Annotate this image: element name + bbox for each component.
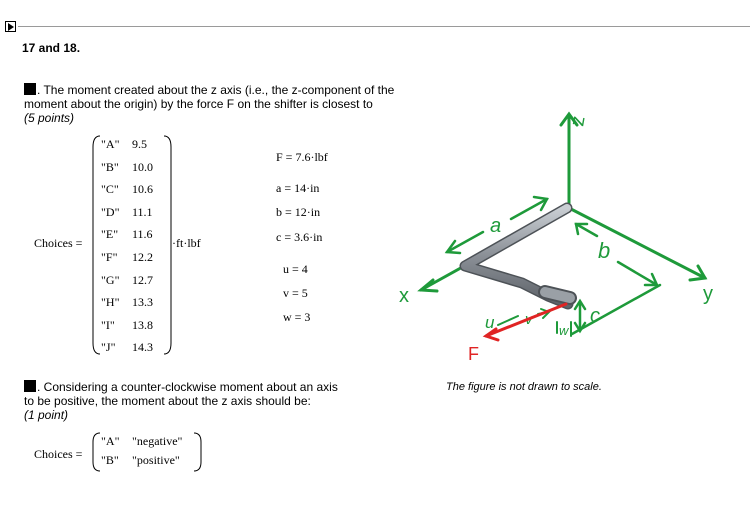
collapse-toggle-button[interactable] (5, 21, 16, 32)
choice-key: "B" (101, 453, 119, 467)
choice-key: "A" (101, 137, 120, 151)
choices-label-18: Choices = (34, 447, 83, 461)
dimension-c (572, 285, 660, 334)
choice-value: "positive" (132, 453, 180, 467)
choice-value: 11.1 (132, 204, 153, 219)
dimension-c-label: c (590, 305, 600, 327)
y-axis (569, 208, 705, 280)
choice-value: 10.0 (132, 159, 153, 174)
choices-unit: ·ft·lbf (172, 236, 201, 250)
choice-key: "D" (101, 204, 120, 219)
choice-key: "C" (101, 182, 119, 197)
y-axis-label: y (703, 283, 713, 305)
choice-value: 13.3 (132, 295, 153, 310)
choice-key: "G" (101, 272, 120, 287)
z-axis-label: z (566, 114, 590, 128)
choice-value: "negative" (132, 434, 183, 448)
force-f-label: F (468, 344, 479, 364)
given-a: a = 14·in (276, 181, 320, 195)
choice-value: 9.5 (132, 137, 147, 151)
choice-key: "H" (101, 295, 120, 310)
question-17-line-2: moment about the origin) by the force F on the shifter is closest to (24, 97, 373, 111)
shifter-rod (465, 208, 570, 304)
given-c: c = 3.6·in (276, 230, 323, 244)
choices-label: Choices = (34, 236, 83, 250)
question-18-line-2: to be positive, the moment about the z axis should be: (24, 394, 311, 408)
given-w: w = 3 (283, 310, 311, 324)
figure-caption: The figure is not drawn to scale. (446, 381, 602, 393)
choice-value: 12.2 (132, 250, 153, 264)
section-title: 17 and 18. (22, 41, 81, 55)
choice-key: "F" (101, 250, 118, 264)
choice-value: 11.6 (132, 227, 153, 242)
question-17-points: (5 points) (24, 111, 75, 125)
play-triangle-icon (7, 23, 14, 31)
choice-value: 12.7 (132, 272, 153, 287)
choice-value: 10.6 (132, 182, 153, 197)
question-18-points: (1 point) (24, 408, 69, 422)
dimension-w-label: w (559, 323, 569, 338)
choice-value: 14.3 (132, 340, 153, 355)
question-17-text (24, 83, 444, 125)
shifter-diagram (395, 95, 725, 370)
given-u: u = 4 (283, 262, 308, 276)
dimension-b-label: b (598, 238, 611, 263)
z-axis (561, 114, 577, 208)
dimension-v-label: v (525, 311, 533, 328)
choice-key: "J" (101, 340, 116, 355)
choice-value: 13.8 (132, 317, 153, 332)
question-18-line-1: . Considering a counter-clockwise moment about an axis (37, 380, 338, 394)
choice-key: "B" (101, 159, 119, 174)
question-number-block (24, 380, 36, 392)
given-b: b = 12·in (276, 205, 321, 219)
question-number-block (24, 83, 36, 95)
x-axis-label: x (399, 285, 409, 307)
question-17-line-1: . The moment created about the z axis (i.e., the z-component of the (37, 83, 395, 97)
dimension-u-label: u (485, 313, 495, 332)
region-divider (18, 26, 750, 27)
given-v: v = 5 (283, 286, 308, 300)
choice-key: "I" (101, 317, 115, 332)
question-18-text (24, 380, 424, 422)
choice-key: "E" (101, 227, 119, 242)
given-force: F = 7.6·lbf (276, 150, 328, 164)
choice-key: "A" (101, 434, 120, 448)
dimension-a-label: a (490, 215, 502, 237)
